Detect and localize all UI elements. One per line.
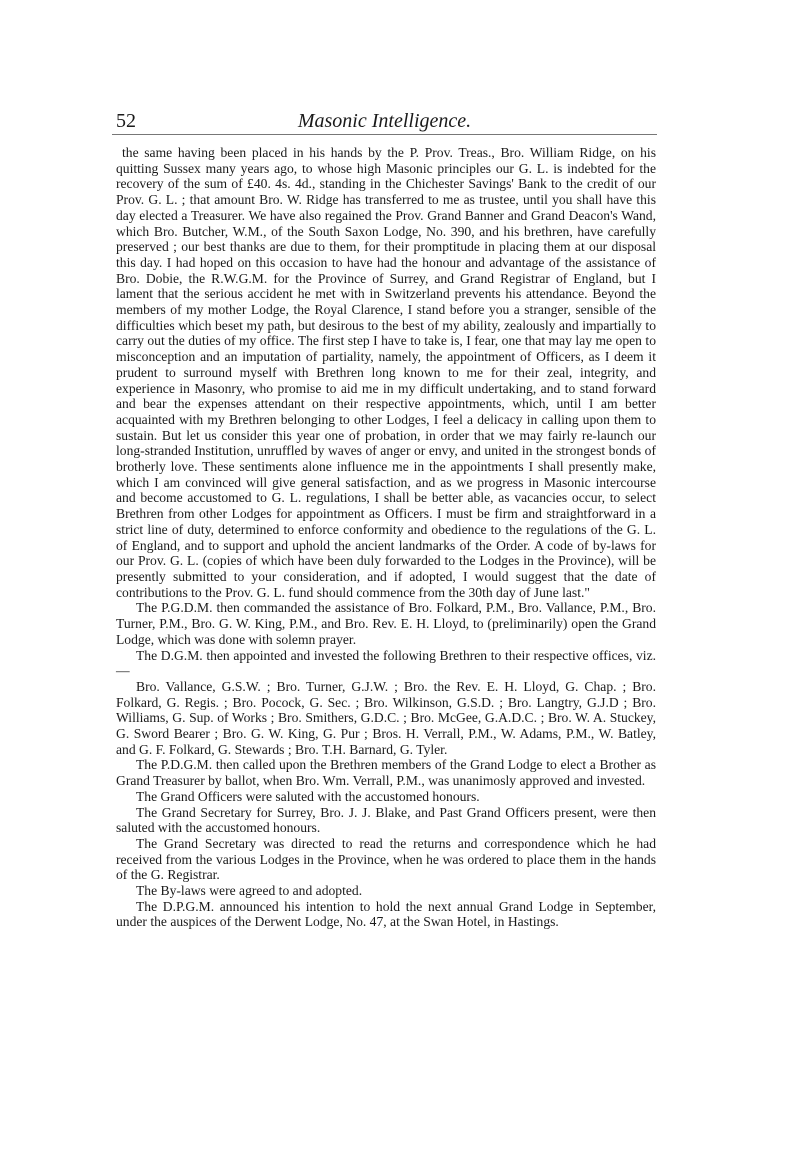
paragraph-officers-list: Bro. Vallance, G.S.W. ; Bro. Turner, G.J.W. ; Bro. the Rev. E. H. Lloyd, G. Chap. ; Bro. Folkard, G. Regis. ; Bro. Pocock, G. Sec. ; Bro. Wilkinson, G.S.D. ; Bro. Langtry, G.J.D ; Bro. Williams, G. Sup. of Works ; Bro. Smithers, G.D.C. ; Bro. McGee, G.A.D.C. ; Bro. W. A. Stuckey, G. Sword Bearer ; Bro. G. W. King, G. Pur ; Bros. H. Verrall, P.M., W. Adams, P.M., W. Batley, and G. F. Folkard, G. Stewards ; Bro. T.H. Barnard, G. Tyler. bbox=[116, 678, 656, 757]
paragraph-appointments-intro: The D.G.M. then appointed and invested the following Brethren to their respective offices, viz.— bbox=[116, 647, 656, 679]
paragraph-next-lodge: The D.P.G.M. announced his intention to hold the next annual Grand Lodge in September, under the auspices of the Derwent Lodge, No. 47, at the Swan Hotel, in Hastings. bbox=[116, 898, 656, 930]
article-body bbox=[116, 145, 656, 930]
paragraph-treasurer-election: The P.D.G.M. then called upon the Brethren members of the Grand Lodge to elect a Brother as Grand Treasurer by ballot, when Bro. Wm. Verrall, P.M., was unanimosly approved and invested. bbox=[116, 757, 656, 789]
paragraph-address: the same having been placed in his hands by the P. Prov. Treas., Bro. William Ridge, on his quitting Sussex many years ago, to whose high Masonic principles our G. L. is indebted for the recovery of the sum of £40. 4s. 4d., standing in the Chichester Savings' Bank to the credit of our Prov. G. L. ; that amount Bro. W. Ridge has transferred to me as trustee, until you shall have this day elected a Treasurer. We have also regained the Prov. Grand Banner and Grand Deacon's Wand, which Bro. Butcher, W.M., of the South Saxon Lodge, No. 390, and his brethren, have carefully preserved ; our best thanks are due to them, for their promptitude in placing them at our disposal this day. I had hoped on this occasion to have had the honour and advantage of the assistance of Bro. Dobie, the R.W.G.M. for the Province of Surrey, and Grand Registrar of England, but I lament that the serious accident he met with in Switzerland prevents his attendance. Beyond the members of my mother Lodge, the Royal Clarence, I stand before you a stranger, sensible of the difficulties which beset my path, but desirous to the best of my ability, zealously and impartially to carry out the duties of my office. The first step I have to take is, I fear, one that may lay me open to misconception and an imputation of partiality, namely, the appointment of Officers, as I deem it prudent to surround myself with Brethren long known to me for their zeal, integrity, and experience in Masonry, who promise to aid me in my difficult undertaking, and to stand forward and bear the expenses attendant on their respective appointments, which, until I am better acquainted with my Brethren belonging to other Lodges, I feel a delicacy in calling upon them to sustain. But let us consider this year one of probation, in order that we may fairly re-launch our long-stranded Institution, unruffled by waves of anger or envy, and united in the strongest bonds of brotherly love. These sentiments alone influence me in the appointments I shall presently make, which I am convinced will give general satisfaction, and as we progress in Masonic intercourse and become accustomed to G. L. regulations, I shall be better able, as vacancies occur, to select Brethren from other Lodges for appointment as Officers. I must be firm and straightforward in a strict line of duty, determined to enforce conformity and obedience to the regulations of the G. L. of England, and to support and uphold the ancient landmarks of the Order. A code of by-laws for our Prov. G. L. (copies of which have been duly forwarded to the Lodges in the Province), will be presently submitted to your consideration, and if adopted, I would suggest that the date of contributions to the Prov. G. L. fund should commence from the 30th day of June last." bbox=[116, 145, 656, 600]
running-title: Masonic Intelligence. bbox=[297, 110, 472, 132]
paragraph-salute-surrey: The Grand Secretary for Surrey, Bro. J. J. Blake, and Past Grand Officers present, were then saluted with the accustomed honours. bbox=[116, 804, 656, 836]
page-number: 52 bbox=[116, 110, 136, 132]
paragraph-opening: The P.G.D.M. then commanded the assistance of Bro. Folkard, P.M., Bro. Vallance, P.M., Bro. Turner, P.M., Bro. G. W. King, P.M., and Bro. Rev. E. H. Lloyd, to (preliminarily) open the Grand Lodge, which was done with solemn prayer. bbox=[116, 600, 656, 647]
paragraph-salute-officers: The Grand Officers were saluted with the accustomed honours. bbox=[136, 788, 480, 804]
paragraph-returns: The Grand Secretary was directed to read the returns and correspondence which he had received from the various Lodges in the Province, when he was ordered to place them in the hands of the G. Registrar. bbox=[116, 835, 656, 883]
paragraph-bylaws: The By-laws were agreed to and adopted. bbox=[136, 883, 363, 899]
page-header bbox=[112, 100, 657, 135]
